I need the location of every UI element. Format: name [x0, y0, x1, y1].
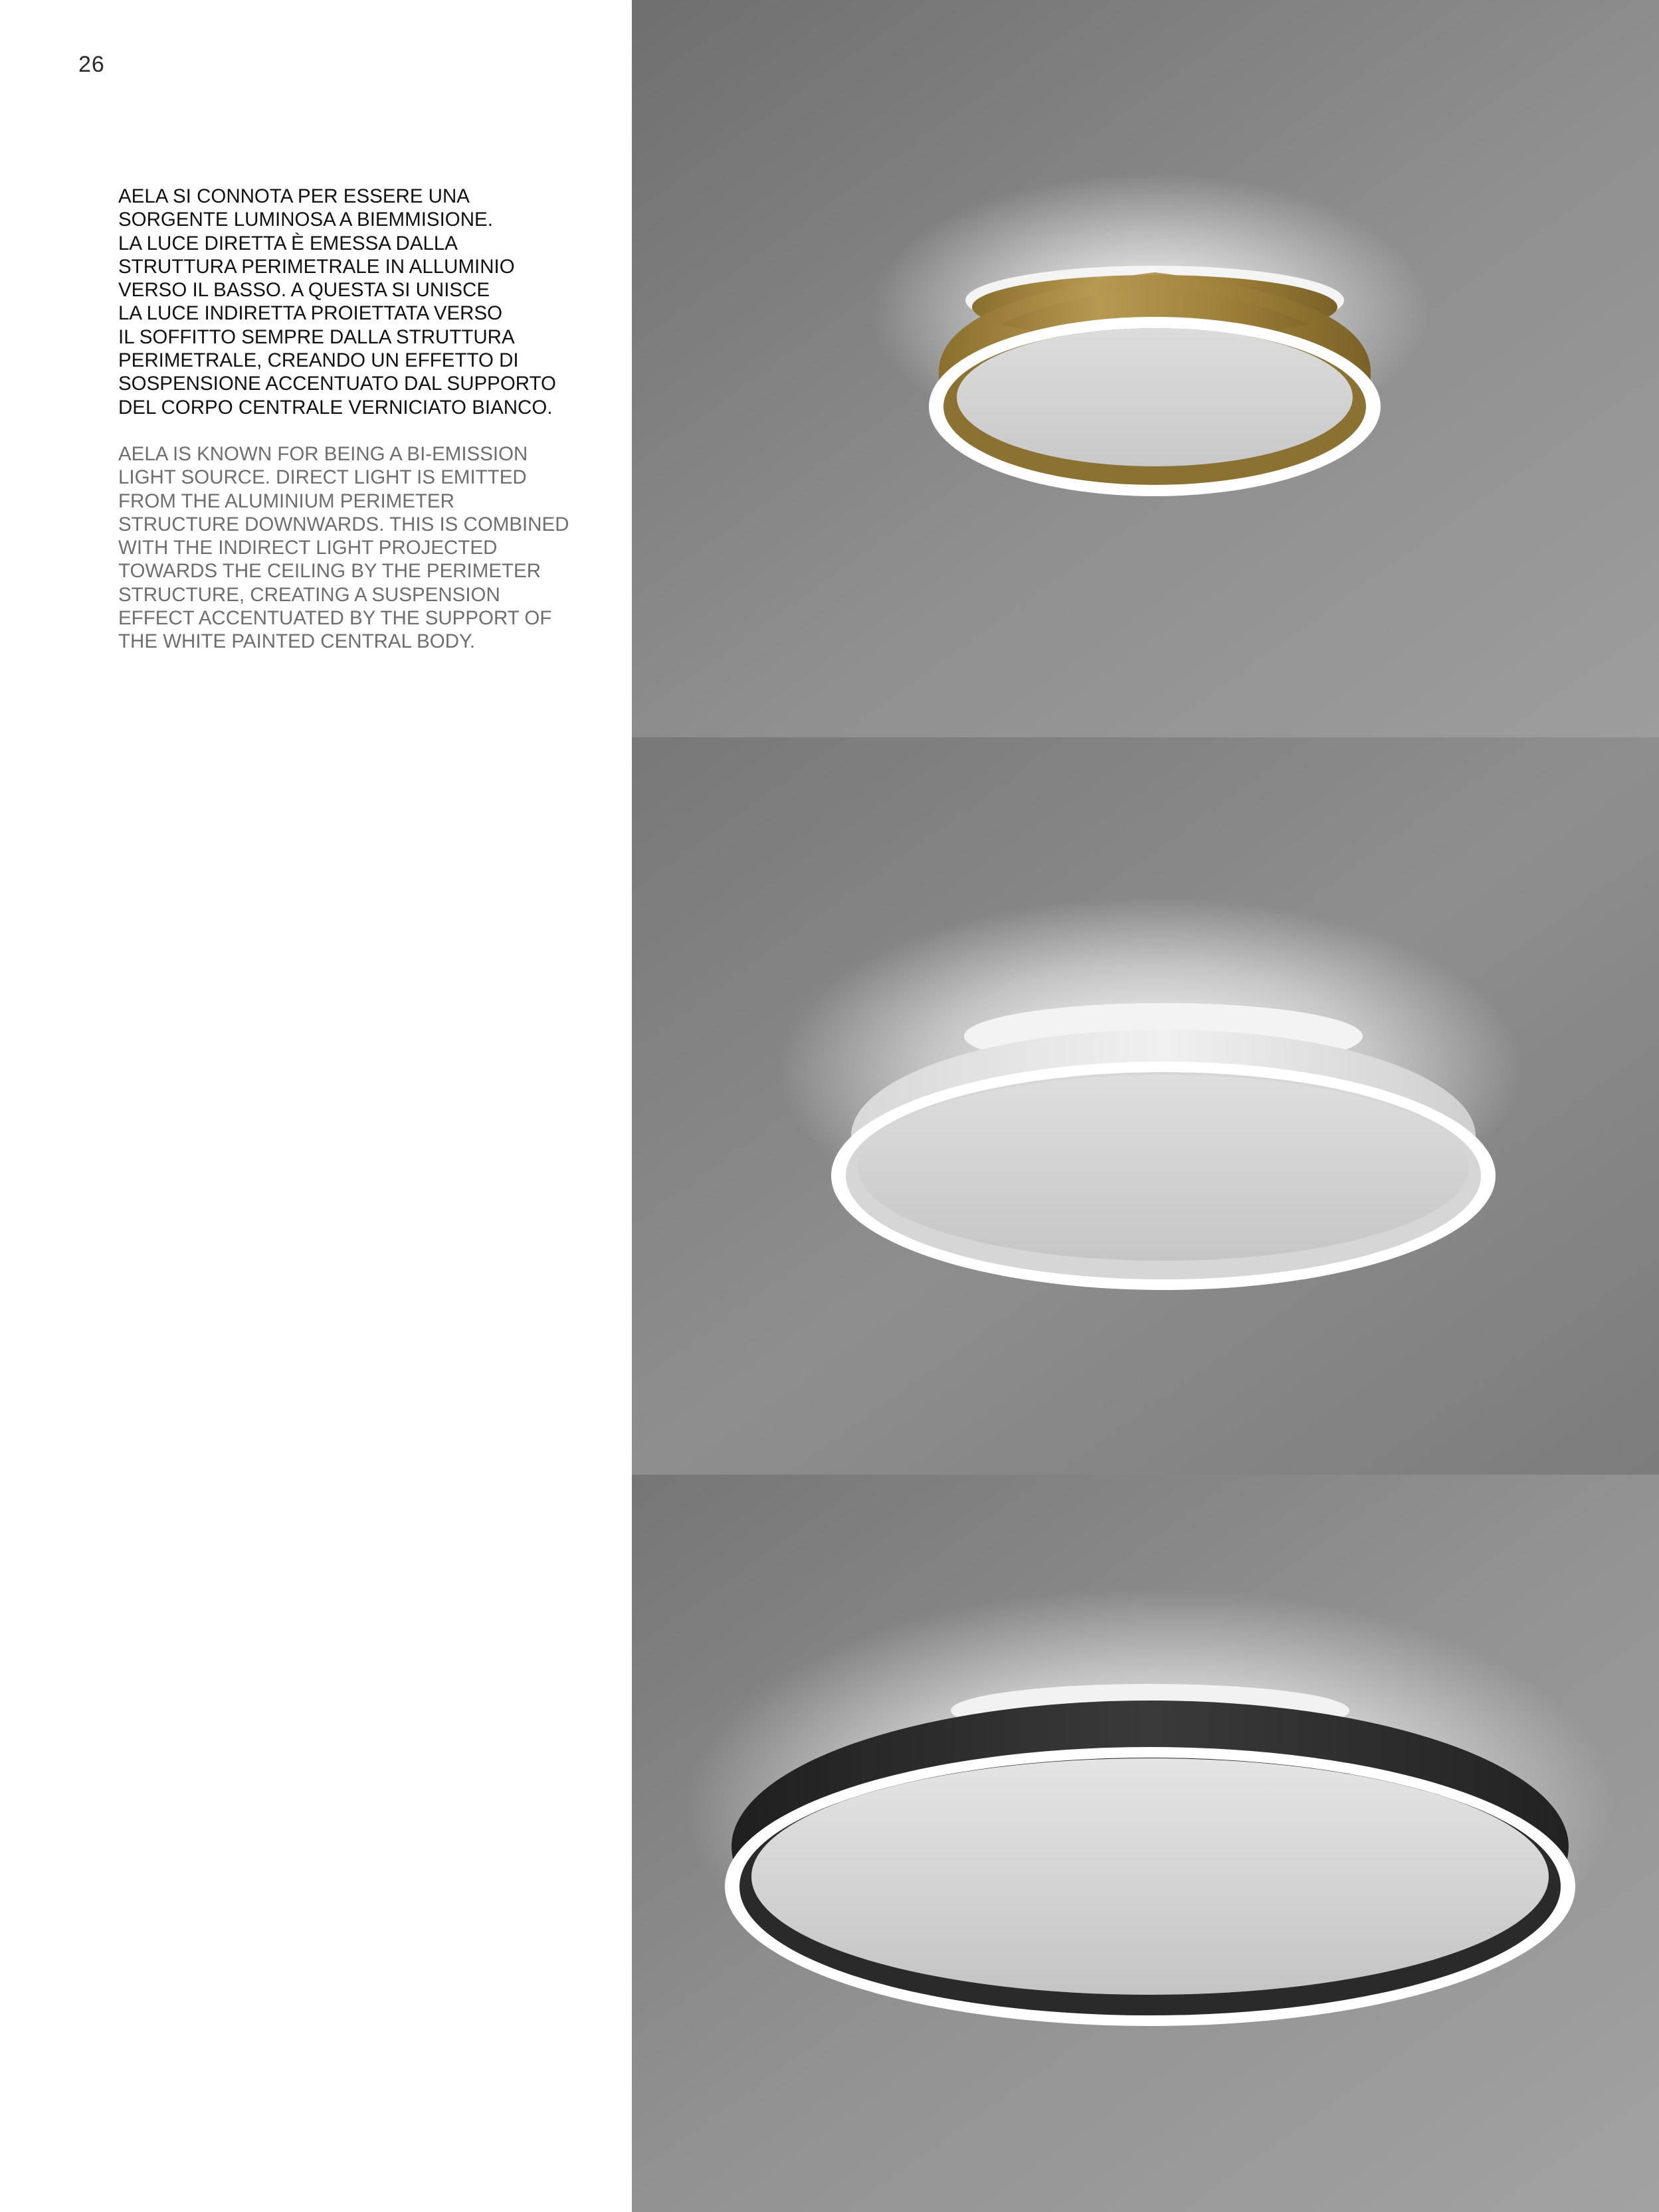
photo-white-ring-lamp — [632, 737, 1659, 1475]
description-english: AELA IS KNOWN FOR BEING A BI-EMISSION LIGHT SOURCE. DIRECT LIGHT IS EMITTED FROM THE ALUMINIUM PERIMETER STRUCTURE DOWNWARDS. THIS IS COMBINED WITH THE INDIRECT LIGHT PROJECTED TOWARDS THE CEILING BY THE PERIMETER STRUCTURE, CREATING A SUSPENSION EFFECT ACCENTUATED BY THE SUPPORT OF THE WHITE PAINTED CENTRAL BODY. — [118, 443, 569, 653]
photo-black-ring-lamp — [632, 1475, 1659, 2212]
description-italian: AELA SI CONNOTA PER ESSERE UNA SORGENTE LUMINOSA A BIEMMISIONE. LA LUCE DIRETTA È EMESSA DALLA STRUTTURA PERIMETRALE IN ALLUMINIO VERSO IL BASSO. A QUESTA SI UNISCE LA LUCE INDIRETTA PROIETTATA VERSO IL SOFFITTO SEMPRE DALLA STRUTTURA PERIMETRALE, CREANDO UN EFFETTO DI SOSPENSIONE ACCENTUATO DAL SUPPORTO DEL CORPO CENTRALE VERNICIATO BIANCO. — [118, 185, 556, 418]
text-column — [0, 0, 632, 2212]
page-number: 26 — [78, 52, 105, 77]
photo-gold-ring-lamp — [632, 0, 1659, 737]
